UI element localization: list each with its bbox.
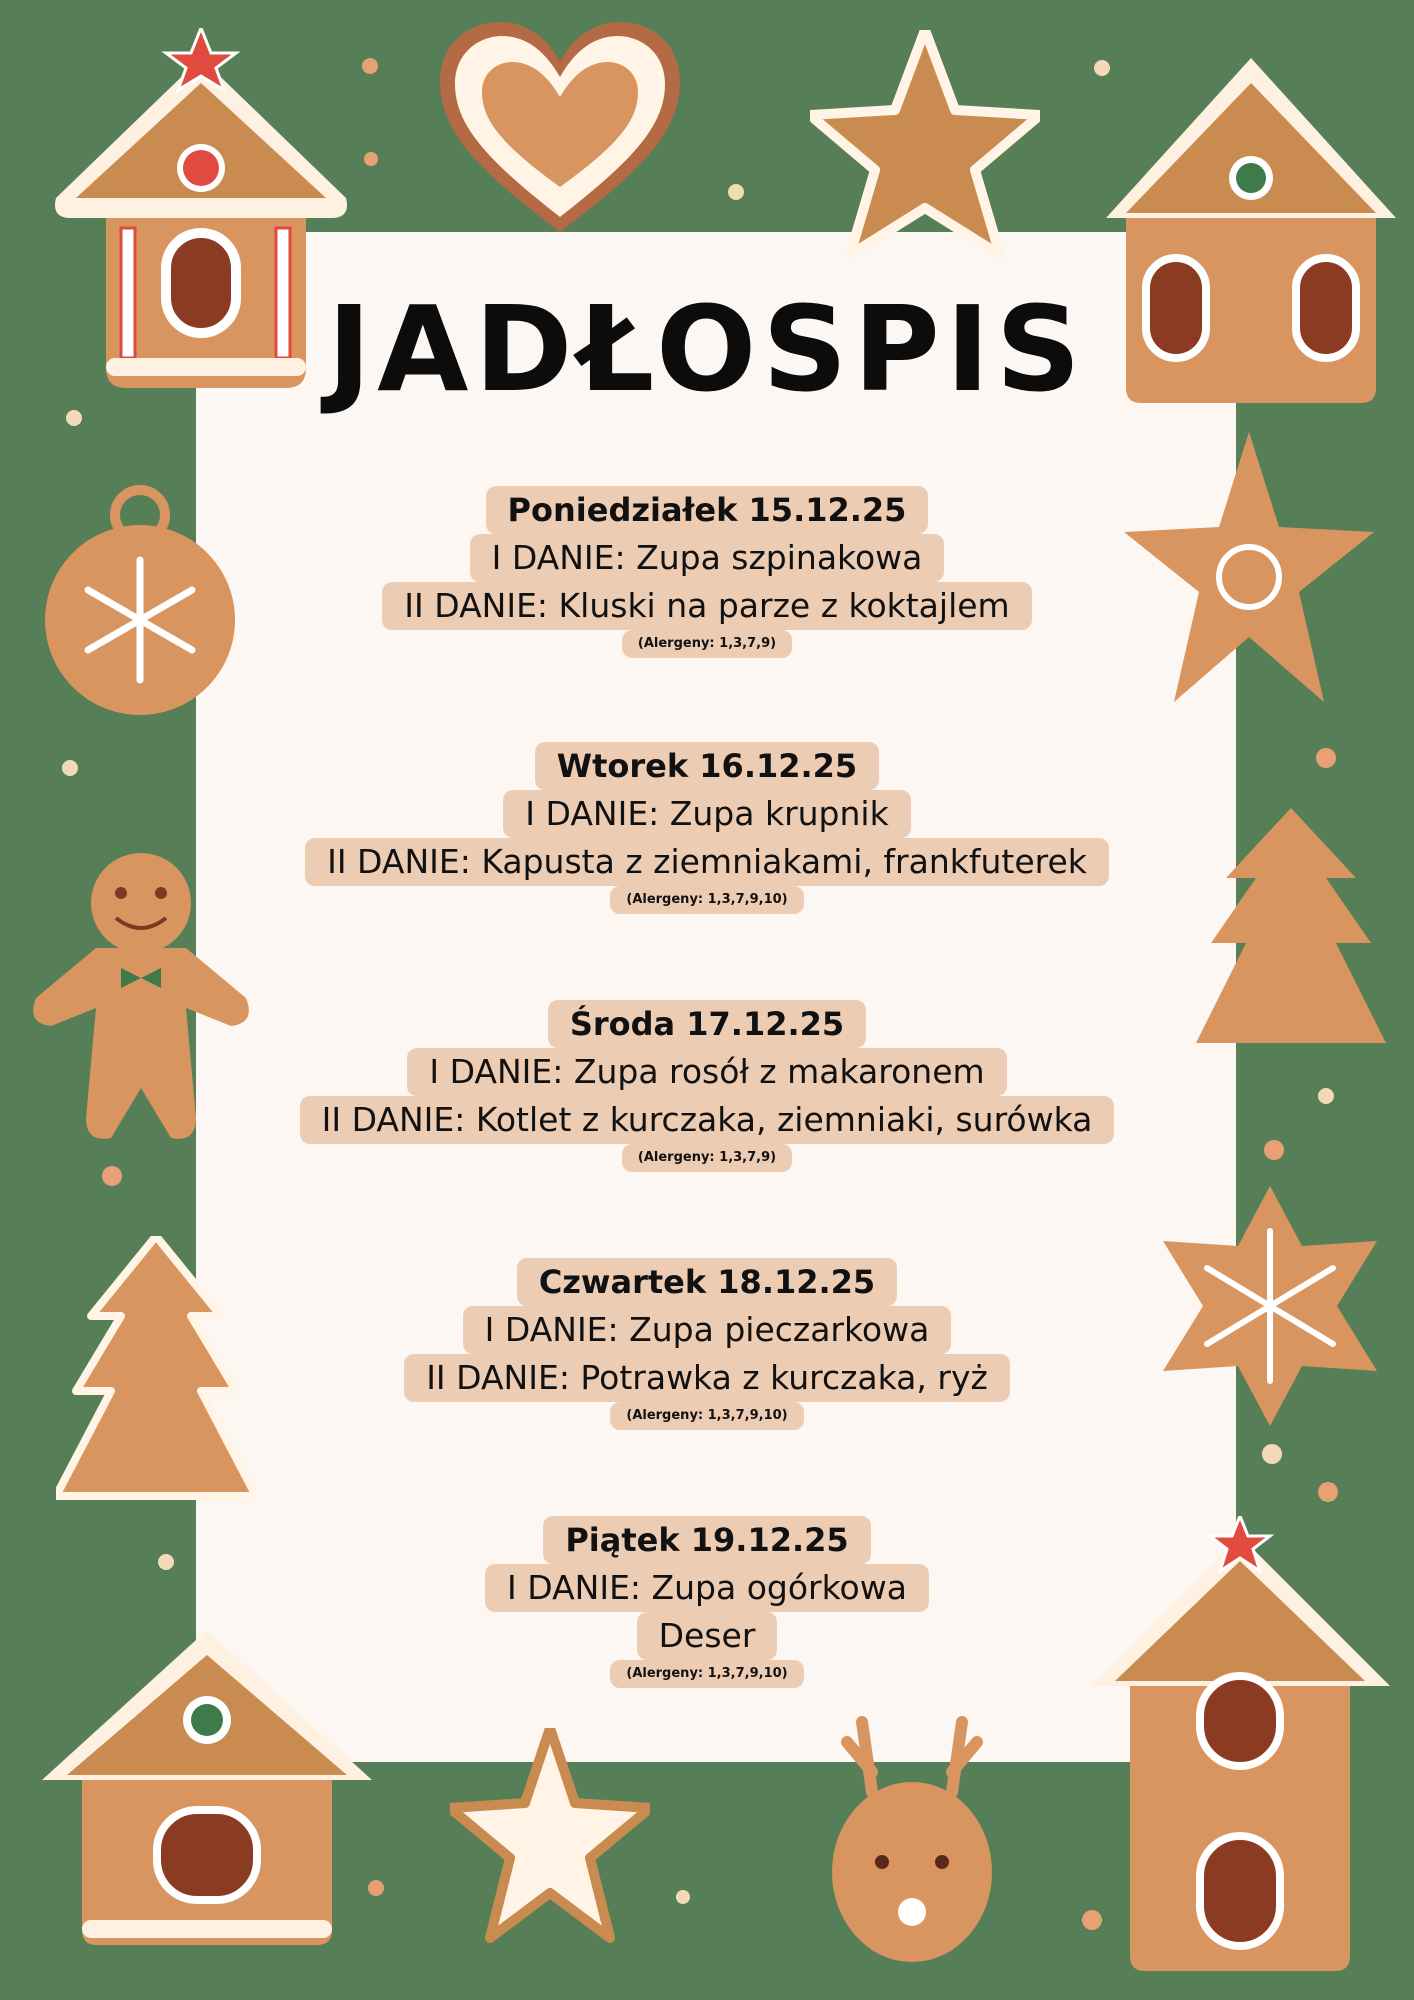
decor-dot	[1318, 1482, 1338, 1502]
reindeer-cookie-icon	[792, 1712, 1032, 1972]
decor-dot	[362, 58, 378, 74]
decor-dot	[158, 1554, 174, 1570]
decor-dot	[62, 760, 78, 776]
star-cookie-icon	[450, 1728, 650, 1948]
page-title: JADŁOSPIS	[327, 280, 1087, 418]
gingerbread-house-icon	[1106, 48, 1396, 408]
decor-dot	[368, 1880, 384, 1896]
allergens: (Alergeny: 1,3,7,9)	[622, 1144, 792, 1172]
star-cookie-icon	[1124, 432, 1374, 712]
decor-dot	[728, 184, 744, 200]
gingerbread-house-icon	[1090, 1516, 1390, 1976]
star-cookie-icon	[810, 30, 1040, 260]
second-course: II DANIE: Kapusta z ziemniakami, frankfuterek	[305, 838, 1109, 886]
decor-dot	[676, 1890, 690, 1904]
decor-dot	[1316, 748, 1336, 768]
gingerbread-man-icon	[26, 848, 256, 1148]
first-course: I DANIE: Zupa pieczarkowa	[463, 1306, 952, 1354]
allergens: (Alergeny: 1,3,7,9,10)	[610, 1660, 803, 1688]
first-course: I DANIE: Zupa szpinakowa	[470, 534, 945, 582]
day-header: Czwartek 18.12.25	[517, 1258, 897, 1306]
first-course: I DANIE: Zupa ogórkowa	[485, 1564, 929, 1612]
second-course: Deser	[637, 1612, 778, 1660]
second-course: II DANIE: Kluski na parze z koktajlem	[382, 582, 1031, 630]
ornament-cookie-icon	[40, 480, 240, 720]
day-header: Poniedziałek 15.12.25	[486, 486, 929, 534]
tree-cookie-icon	[1196, 808, 1386, 1048]
decor-dot	[1082, 1910, 1102, 1930]
decor-dot	[1094, 60, 1110, 76]
decor-dot	[66, 410, 82, 426]
allergens: (Alergeny: 1,3,7,9)	[622, 630, 792, 658]
gingerbread-house-icon	[36, 28, 366, 398]
decor-dot	[1318, 1088, 1334, 1104]
decor-dot	[102, 1166, 122, 1186]
decor-dot	[364, 152, 378, 166]
decor-dot	[1262, 1444, 1282, 1464]
first-course: I DANIE: Zupa rosół z makaronem	[407, 1048, 1006, 1096]
decor-dot	[1264, 1140, 1284, 1160]
heart-cookie-icon	[440, 22, 680, 242]
day-header: Środa 17.12.25	[548, 1000, 866, 1048]
gingerbread-house-icon	[42, 1610, 372, 1950]
day-header: Piątek 19.12.25	[543, 1516, 870, 1564]
day-header: Wtorek 16.12.25	[535, 742, 879, 790]
tree-cookie-icon	[56, 1236, 256, 1506]
allergens: (Alergeny: 1,3,7,9,10)	[610, 1402, 803, 1430]
first-course: I DANIE: Zupa krupnik	[503, 790, 910, 838]
snowflake-cookie-icon	[1152, 1186, 1388, 1426]
second-course: II DANIE: Potrawka z kurczaka, ryż	[404, 1354, 1010, 1402]
allergens: (Alergeny: 1,3,7,9,10)	[610, 886, 803, 914]
second-course: II DANIE: Kotlet z kurczaka, ziemniaki, surówka	[300, 1096, 1115, 1144]
